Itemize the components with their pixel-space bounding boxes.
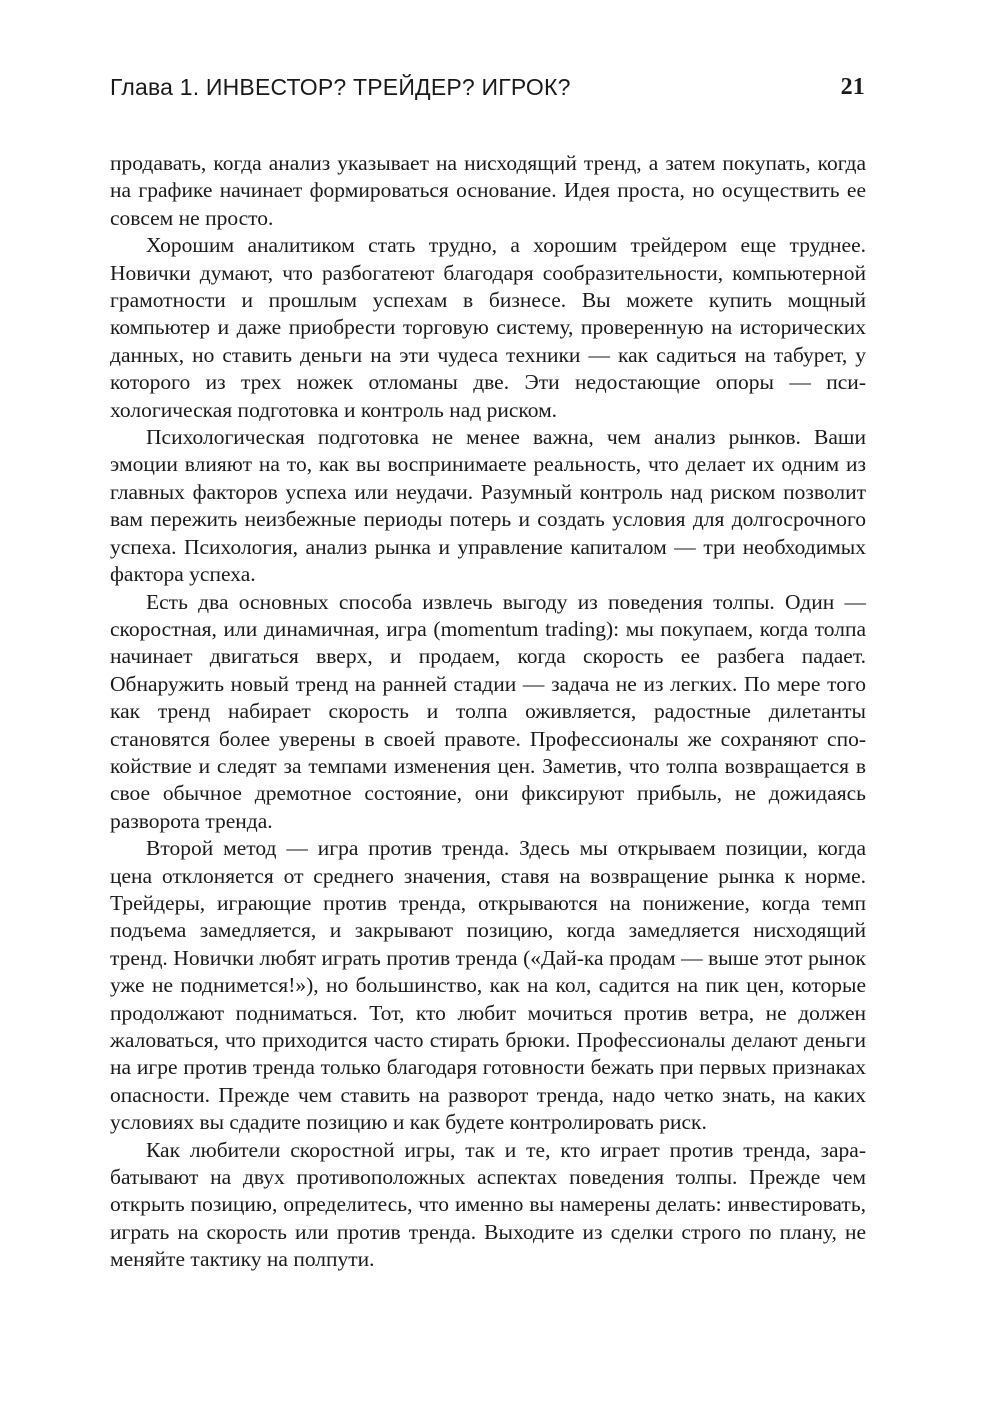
- body-text: [110, 150, 866, 1274]
- running-head: [110, 74, 890, 110]
- paragraph: Хорошим аналитиком стать трудно, а хорошим трейдером еще труднее. Новички думают, что разбогатеют благодаря сообразительности, компьютерной грамотности и прошлым успехам в бизнесе. Вы можете купить мощный компьютер и даже приобрести торговую систему, проверенную на исторических данных, но ставить деньги на эти чудеса техники — как садиться на табурет, у которого из трех ножек отломаны две. Эти недостающие опоры — психологическая подготовка и контроль над риском.: [110, 233, 866, 422]
- paragraph: Как любители скоростной игры, так и те, кто играет против тренда, зарабатывают на двух противоположных аспектах поведения толпы. Прежде чем открыть позицию, определитесь, что именно вы намерены делать: инвестировать, играть на скорость или против тренда. Выходите из сделки строго по плану, не меняйте тактику на полпути.: [110, 1137, 866, 1272]
- paragraph: Психологическая подготовка не менее важна, чем анализ рынков. Ваши эмоции влияют на то, как вы воспринимаете реальность, что делает их одним из главных факторов успеха или неудачи. Разумный контроль над риском позволит вам пережить неизбежные периоды потерь и создать условия для долгосрочного успеха. Психология, анализ рынка и управление капиталом — три необходимых фактора успеха.: [110, 425, 866, 587]
- paragraph: Второй метод — игра против тренда. Здесь мы открываем позиции, когда цена отклоняется от среднего значения, ставя на возвращение рынка к норме. Трейдеры, играющие против тренда, открываются на понижение, когда темп подъема замедляется, и закрывают позицию, когда замедляется нисходящий тренд. Новички любят играть против тренда («Дай-ка продам — выше этот рынок уже не поднимется!»), но большинство, как на кол, садится на пик цен, которые продолжают подниматься. Тот, кто любит мочиться против ветра, не должен жаловаться, что приходится часто стирать брюки. Профессионалы делают деньги на игре против тренда только благодаря готовности бежать при первых признаках опасности. Прежде чем ставить на разворот тренда, надо четко знать, на каких условиях вы сдадите позицию и как будете контролировать риск.: [110, 836, 866, 1135]
- paragraph: продавать, когда анализ указывает на нисходящий тренд, а затем покупать, когда на графике начинает формироваться основание. Идея проста, но осуществить ее совсем не просто.: [110, 151, 866, 230]
- paragraph: Есть два основных способа извлечь выгоду из поведения толпы. Один — скоростная, или динамичная, игра (momentum trading): мы покупаем, когда толпа начинает двигаться вверх, и продаем, когда скорость ее разбега падает. Обнаружить новый тренд на ранней стадии — задача не из легких. По мере того как тренд набирает скорость и толпа оживляется, радостные дилетанты становятся более уверены в своей правоте. Профессионалы же сохраняют спокойствие и следят за темпами изменения цен. Заметив, что толпа возвращается в свое обычное дремотное состояние, они фиксируют прибыль, не дожидаясь разворота тренда.: [110, 589, 866, 833]
- chapter-title: Глава 1. ИНВЕСТОР? ТРЕЙДЕР? ИГРОК?: [110, 74, 571, 100]
- page-number: 21: [840, 74, 865, 100]
